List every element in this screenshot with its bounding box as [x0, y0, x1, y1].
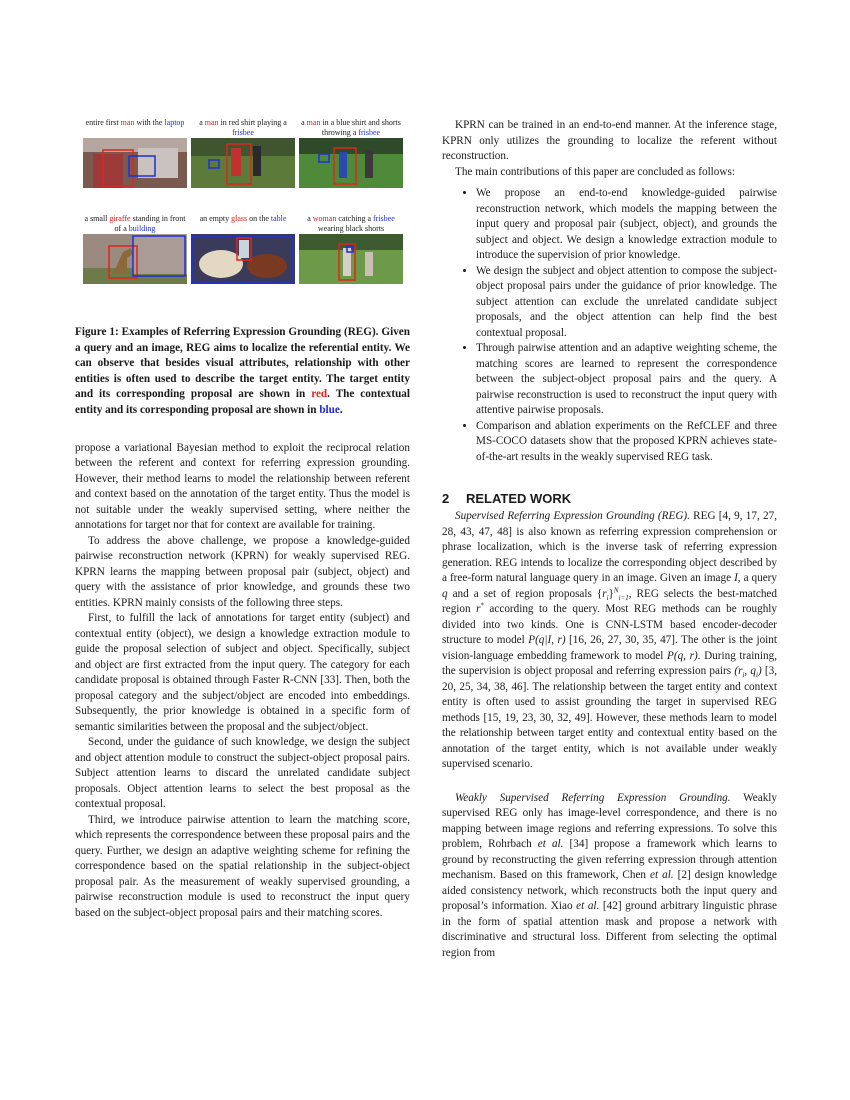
caption-text: a [301, 118, 307, 127]
target-entity-word: man [120, 118, 135, 127]
target-entity-word: giraffe [109, 214, 131, 223]
caption-text: an empty [199, 214, 232, 223]
paragraph-lead: Supervised Referring Expression Grounding (REG). [455, 510, 690, 522]
math-expression: (r [734, 665, 743, 677]
figure-cell-1 [83, 118, 187, 138]
caption-text: catching a [336, 214, 373, 223]
figure-image-frisbee-red [191, 138, 295, 188]
figure-cell-2 [191, 118, 295, 138]
body-paragraph: First, to fulfill the lack of annotations for target entity (subject) and contextual entity (object), we design a knowledge extraction module to guide the proposal selection of subject and object. Specifically, subject and object are first extracted from the input query. The category for each candidate proposal is obtained through Faster R-CNN [33]. Then, both the proposal category and the subject/object are encoded into embeddings. Subsequently, the prior knowledge is obtained in a specific form of semantic similarities between the proposal and the subject/object. [75, 612, 410, 733]
context-entity-word: frisbee [358, 127, 381, 137]
figure-image-frisbee-blue [299, 138, 403, 188]
math-symbol: q [442, 587, 448, 600]
paragraph-text: [34] propose a framework which learns to ground by reconstructing the given referring expression through attention mechanism. Based on this framework, Chen [442, 838, 777, 881]
caption-text: wearing black shorts [317, 223, 385, 233]
figure-cell-caption [299, 214, 403, 234]
body-paragraph: To address the above challenge, we propose a knowledge-guided pairwise reconstruction network (KPRN) for weakly supervised REG. KPRN learns the mapping between proposal pair (subject, object) and query with the assistance of prior knowledge, and grounds these two entities. KPRN mainly consists of the following three steps. [75, 534, 410, 609]
figure-cell-3 [299, 118, 403, 138]
paragraph-text: REG [4, 9, 17, 27, 28, 43, 47, 48] is also known as referring expression comprehension or phrase localization, which is the inverse task of referring expression generation. REG intends to localize the corresponding object described by a free-form natural language query in an image. Given an image [442, 510, 777, 584]
figure-cell-caption [299, 118, 403, 138]
math-expression: ) [757, 665, 762, 677]
section-title: RELATED WORK [466, 491, 572, 506]
paragraph-text: . During training, the supervision is object proposal and referring expression pairs [442, 649, 777, 677]
figure-caption-text: . The contextual entity and its corresponding proposal are shown in [75, 388, 411, 416]
caption-text: a small [84, 214, 110, 223]
contribution-item: • We propose an end-to-end knowledge-guided pairwise reconstruction network, which models the mapping between the input query and proposal pair (subject, object), and grounds the subject and object. We design a knowledge extraction module to introduce the supervision of prior knowledge. [476, 186, 777, 264]
figure-caption-text: Figure 1: Examples of Referring Expression Grounding (REG). Given a query and an image, REG aims to localize the referential entity. We can observe that besides visual attributes, relationship with other entities is often used to describe the target entity. The target entity and its corresponding proposal are shown in [75, 326, 410, 401]
figure-cell-caption [83, 214, 187, 234]
body-paragraph: KPRN can be trained in an end-to-end manner. At the inference stage, KPRN only utilizes the grounding to localize the referent without reconstruction. [442, 119, 777, 162]
section-heading [442, 491, 777, 506]
related-work-paragraph-weakly [442, 791, 777, 962]
citation-etal: et al. [650, 869, 674, 881]
figure-caption-red-word: red [311, 388, 328, 401]
figure-cell-4 [83, 214, 187, 234]
context-entity-word: table [270, 214, 287, 223]
contribution-item: • Through pairwise attention and an adaptive weighting scheme, the matching scores are learned to represent the correspondence between the subject-object proposal pairs and the query. A pairwise reconstruction is used to reconstruct the input query with attentive pairwise proposals. [476, 341, 777, 419]
target-entity-word: man [204, 118, 219, 127]
figure-cell-caption [191, 214, 295, 234]
figure-cell-caption [191, 118, 295, 138]
figure-image-giraffe [83, 234, 187, 284]
contribution-item: • We design the subject and object attention to compose the subject-object proposal pairs under the guidance of prior knowledge. The subject attention can exclude the unrelated candidate subject proposals, and the object attention can help find the best contextual proposal. [476, 264, 777, 342]
figure-cell-5 [191, 214, 295, 234]
caption-text: with the [134, 118, 165, 127]
paragraph-text: [2] design knowledge aided consistency network, which reconstructs both the input query and proposal’s information. Xiao [442, 869, 777, 912]
math-expression: P(q, r) [667, 649, 698, 662]
paragraph-text: [3, 20, 25, 34, 38, 46]. The relationship between the target entity and context entity is often used to assist grounding the target in supervised REG methods [15, 19, 23, 30, 32, 49]. However, these methods learn to model the relationship between target entity and contextual entity based on the annotation of the target entity, which is not available under weakly supervised scenario. [442, 665, 778, 770]
context-entity-word: laptop [164, 118, 185, 127]
contribution-item: • Comparison and ablation experiments on the RefCLEF and three MS-COCO datasets show that the proposed KPRN achieves state-of-the-art results in the weakly supervised REG task. [476, 419, 777, 466]
target-entity-word: man [306, 118, 321, 127]
caption-text: standing in front of a [114, 214, 186, 233]
paragraph-text: [16, 26, 27, 30, 35, 47]. The other is the joint vision-language embedding framework to model [442, 634, 777, 662]
body-paragraph: Third, we introduce pairwise attention to learn the matching score, which represents the correspondence between these proposal pairs and the query. Further, we design an adaptive weighting scheme for refining the correspondence based on the spatial relationship in the subject-object proposal pair. As the measurement of weakly supervised grounding, a pairwise reconstruction module is used to reconstruct the input query based on the subject-object proposal pairs and their matching scores. [75, 813, 410, 919]
target-entity-word: woman [312, 214, 337, 223]
math-expression: P(q|I, r) [528, 634, 566, 646]
caption-text: a [307, 214, 313, 223]
figure-cell-caption [83, 118, 187, 138]
citation-etal: et al. [576, 900, 600, 912]
body-paragraph: propose a variational Bayesian method to exploit the reciprocal relation between the referent and context for referring expression grounding. However, their method learns to model the relationship between referent and context based on the annotation of the target entity. Thus the model is not suitable under the weakly supervised setting, where neither the annotations for target nor that for context are available for training. [75, 441, 410, 532]
caption-text: in a blue shirt and shorts throwing a [320, 118, 401, 137]
figure-image-woman-frisbee [299, 234, 403, 284]
citation-etal: et al. [537, 838, 564, 850]
math-subscript: i [606, 593, 609, 602]
math-superscript: N [613, 585, 619, 594]
body-paragraph: The main contributions of this paper are concluded as follows: [455, 165, 735, 178]
paragraph-text: Weakly supervised REG only has image-level correspondence, and there is no mapping between image regions and referring expressions. To solve this problem, Rohrbach [442, 791, 777, 850]
paragraph-lead: Weakly Supervised Referring Expression Grounding. [455, 791, 731, 804]
body-paragraph: Second, under the guidance of such knowledge, we design the subject and object attention module to construct the subject-object proposal pairs. Subject attention learns to discard the unrelated candidate subject proposals. Object attention learns to select the best proposal as the contextual proposal. [75, 736, 410, 811]
caption-text: entire first [85, 118, 121, 127]
math-symbol: } [608, 587, 614, 600]
math-subscript: i=1 [618, 593, 629, 602]
caption-text: on the [247, 214, 271, 223]
paragraph-text: [42] ground arbitrary linguistic phrase in the form of spatial attention mask and propose a network with discriminative and structural loss. Different from selecting the optimal region from [442, 900, 777, 959]
math-subscript: i [756, 671, 758, 680]
paragraph-text: , a query [737, 572, 777, 584]
figure-cell-6 [299, 214, 403, 234]
left-column [75, 118, 410, 921]
figure-image-laptop [83, 138, 187, 188]
math-expression: , q [744, 665, 756, 677]
section-number: 2 [442, 491, 450, 506]
math-symbol: I [734, 572, 738, 584]
math-symbol: r [602, 587, 607, 600]
left-body [75, 441, 410, 922]
contributions-list [442, 186, 777, 465]
caption-text: in red shirt playing a [218, 118, 287, 127]
context-entity-word: frisbee [373, 214, 395, 223]
figure-caption-text: . [339, 403, 343, 416]
paragraph-text: , REG selects the best-matched region [442, 587, 777, 615]
right-column [442, 118, 777, 961]
figure-caption [75, 325, 410, 419]
math-superscript: * [480, 601, 484, 610]
paragraph-text: according to the query. Most REG methods can be roughly divided into two kinds. One is CNN-LSTM based encoder-decoder structure to model [442, 603, 777, 646]
math-subscript: i [742, 671, 745, 680]
figure-caption-blue-word: blue [319, 403, 340, 416]
paragraph-text: and a set of region proposals { [447, 587, 603, 600]
caption-text: a [199, 118, 205, 127]
target-entity-word: glass [231, 214, 248, 223]
math-symbol: r [476, 603, 481, 615]
related-work-paragraph-supervised [442, 509, 777, 773]
context-entity-word: frisbee [232, 127, 254, 137]
figure-1 [75, 118, 410, 313]
figure-image-glass [191, 234, 295, 284]
context-entity-word: building [128, 223, 156, 233]
